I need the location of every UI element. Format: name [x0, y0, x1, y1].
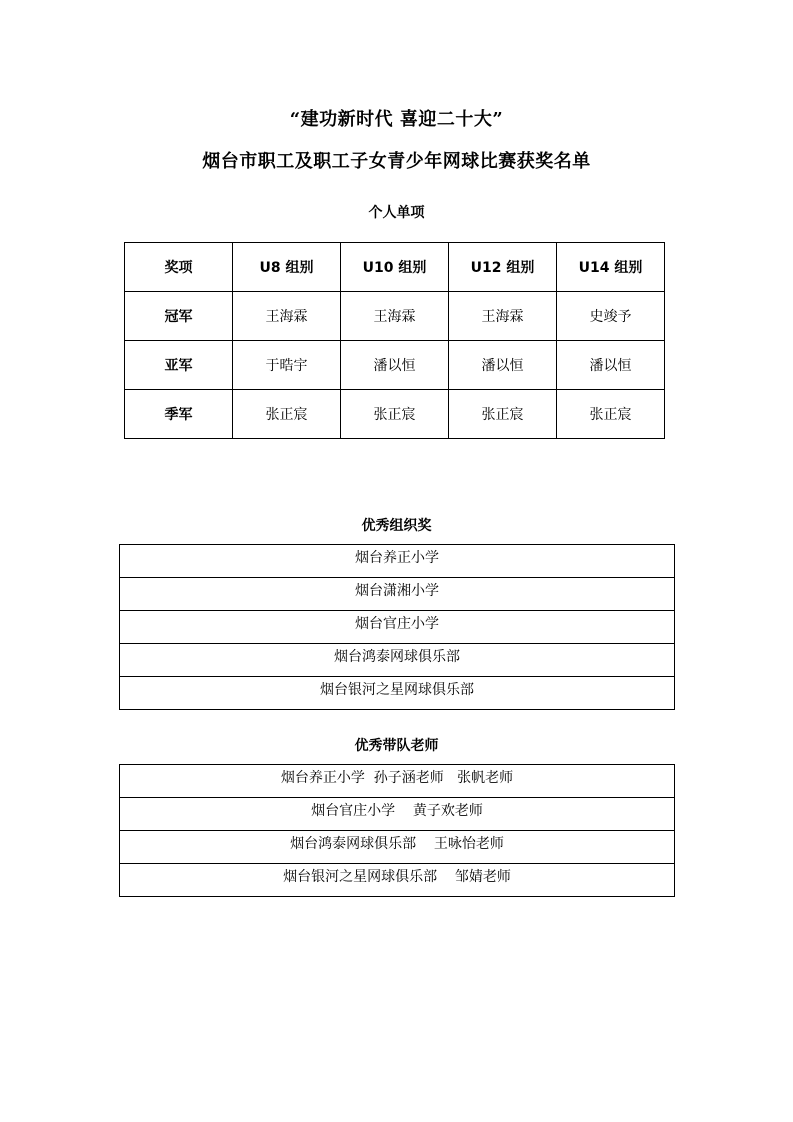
table-cell: 张正宸: [233, 390, 341, 439]
table-header-cell: U14 组别: [557, 243, 665, 292]
table-cell: 张正宸: [557, 390, 665, 439]
table-header-cell: U10 组别: [341, 243, 449, 292]
individual-section-heading: 个人单项: [368, 205, 425, 221]
table-cell: 潘以恒: [449, 341, 557, 390]
list-item-text: 烟台银河之星网球俱乐部 邹婧老师: [120, 864, 675, 897]
table-cell: 王海霖: [449, 292, 557, 341]
table-cell: 张正宸: [449, 390, 557, 439]
organization-award-heading: 优秀组织奖: [361, 518, 432, 534]
list-item-text: 烟台鸿泰网球俱乐部 王咏怡老师: [120, 831, 675, 864]
table-header-cell: U12 组别: [449, 243, 557, 292]
table-row: [125, 292, 665, 341]
table-cell: 潘以恒: [341, 341, 449, 390]
document-title: 烟台市职工及职工子女青少年网球比赛获奖名单: [202, 151, 591, 172]
table-row: [125, 390, 665, 439]
list-item-text: 烟台养正小学 孙子涵老师 张帆老师: [120, 765, 675, 798]
table-header-cell: U8 组别: [233, 243, 341, 292]
list-item-text: 烟台潇湘小学: [120, 578, 675, 611]
list-item-text: 烟台鸿泰网球俱乐部: [120, 644, 675, 677]
list-item: [120, 545, 675, 578]
list-item-text: 烟台银河之星网球俱乐部: [120, 677, 675, 710]
table-cell: 史竣予: [557, 292, 665, 341]
list-item: [120, 765, 675, 798]
organization-award-table: [119, 544, 675, 710]
list-item: [120, 798, 675, 831]
table-cell: 王海霖: [341, 292, 449, 341]
list-item-text: 烟台官庄小学: [120, 611, 675, 644]
list-item: [120, 578, 675, 611]
table-cell: 王海霖: [233, 292, 341, 341]
table-cell: 张正宸: [341, 390, 449, 439]
award-label-cell: 亚军: [125, 341, 233, 390]
teacher-award-table: [119, 764, 675, 897]
list-item: [120, 831, 675, 864]
table-header-row: [125, 243, 665, 292]
individual-results-table: [124, 242, 665, 439]
table-cell: 于晧宇: [233, 341, 341, 390]
list-item: [120, 864, 675, 897]
list-item-text: 烟台官庄小学 黄子欢老师: [120, 798, 675, 831]
award-label-cell: 冠军: [125, 292, 233, 341]
list-item: [120, 644, 675, 677]
table-row: [125, 341, 665, 390]
document-title-slogan: “建功新时代 喜迎二十大”: [289, 109, 504, 130]
list-item-text: 烟台养正小学: [120, 545, 675, 578]
award-label-cell: 季军: [125, 390, 233, 439]
list-item: [120, 611, 675, 644]
table-cell: 潘以恒: [557, 341, 665, 390]
teacher-award-heading: 优秀带队老师: [354, 738, 439, 754]
list-item: [120, 677, 675, 710]
table-header-cell: 奖项: [125, 243, 233, 292]
